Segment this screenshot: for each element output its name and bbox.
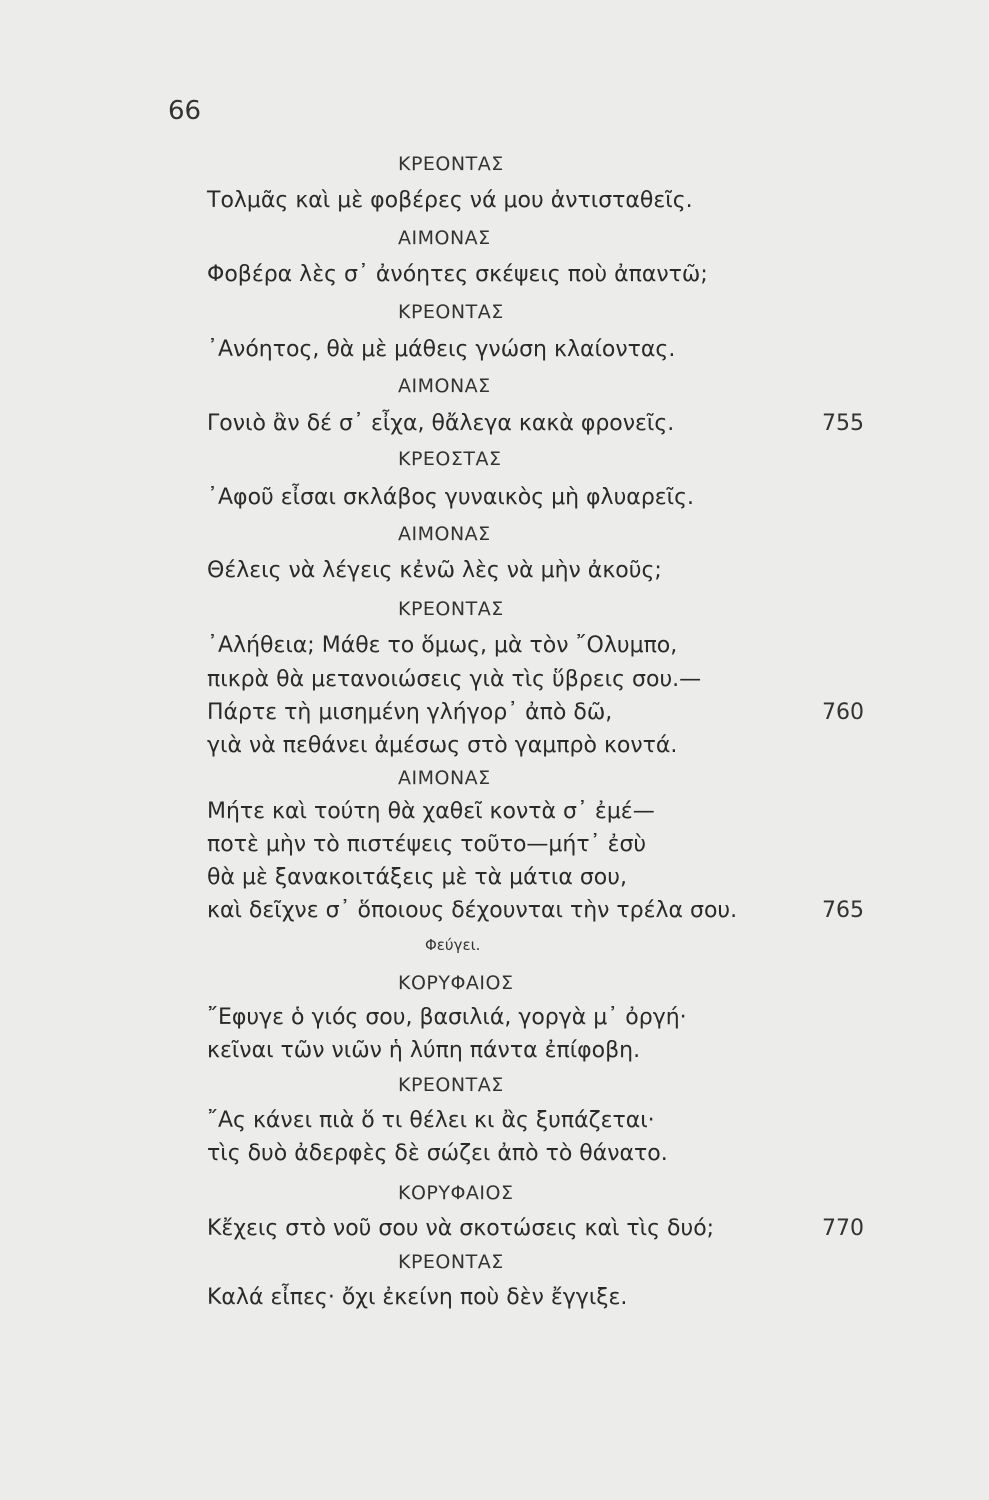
verse-line: Καλά εἶπες· ὄχι ἐκείνη ποὺ δὲν ἔγγιξε. (207, 1285, 628, 1310)
line-number: 765 (822, 898, 864, 923)
verse-line: Θέλεις νὰ λέγεις κἐνῶ λὲς νὰ μὴν ἀκοῦς; (207, 558, 662, 583)
verse-line: θὰ μὲ ξανακοιτάξεις μὲ τὰ μάτια σου, (207, 865, 627, 890)
page-number: 66 (168, 96, 202, 126)
speaker-name: ΚΡΕΟΝΤΑΣ (398, 1251, 504, 1273)
verse-line: Μήτε καὶ τούτη θὰ χαθεῖ κοντὰ σ᾽ ἐμέ— (207, 799, 655, 824)
speaker-name: ΚΟΡΥΦΑΙΟΣ (398, 1182, 514, 1204)
verse-line: Πάρτε τὴ μισημένη γλήγορ᾽ ἀπὸ δῶ, (207, 700, 613, 725)
speaker-name: ΚΡΕΟΝΤΑΣ (398, 1074, 504, 1096)
verse-line: Φοβέρα λὲς σ᾽ ἀνόητες σκέψεις ποὺ ἀπαντῶ; (207, 262, 708, 287)
speaker-name: ΑΙΜΟΝΑΣ (398, 227, 491, 249)
verse-line: ῎Ας κάνει πιὰ ὅ τι θέλει κι ἂς ξυπάζεται· (207, 1108, 655, 1133)
verse-line: τὶς δυὸ ἀδερφὲς δὲ σώζει ἀπὸ τὸ θάνατο. (207, 1141, 668, 1166)
verse-line: ῎Εφυγε ὁ γιός σου, βασιλιά, γοργὰ μ᾽ ὀργή· (207, 1005, 687, 1030)
verse-line: καὶ δεῖχνε σ᾽ ὅποιους δέχουνται τὴν τρέλα σου. (207, 898, 738, 923)
verse-line: ᾽Ανόητος, θὰ μὲ μάθεις γνώση κλαίοντας. (207, 337, 676, 362)
verse-line: Κἔχεις στὸ νοῦ σου νὰ σκοτώσεις καὶ τὶς δυό; (207, 1216, 715, 1241)
line-number: 755 (822, 411, 864, 436)
verse-line: ᾽Αφοῦ εἶσαι σκλάβος γυναικὸς μὴ φλυαρεῖς. (207, 485, 695, 510)
speaker-name: ΑΙΜΟΝΑΣ (398, 375, 491, 397)
line-number: 770 (822, 1216, 864, 1241)
speaker-name: ΚΡΕΟΝΤΑΣ (398, 153, 504, 175)
line-number: 760 (822, 700, 864, 725)
verse-line: κεῖναι τῶν νιῶν ἡ λύπη πάντα ἐπίφοβη. (207, 1038, 641, 1063)
verse-line: Τολμᾶς καὶ μὲ φοβέρες νά μου ἀντισταθεῖς. (207, 188, 693, 213)
speaker-name: ΑΙΜΟΝΑΣ (398, 523, 491, 545)
speaker-name: ΚΟΡΥΦΑΙΟΣ (398, 972, 514, 994)
speaker-name: ΑΙΜΟΝΑΣ (398, 767, 491, 789)
verse-line: ᾽Αλήθεια; Μάθε το ὅμως, μὰ τὸν ῎Ολυμπο, (207, 633, 678, 658)
stage-direction: Φεύγει. (425, 936, 481, 954)
verse-line: Γονιὸ ἂν δέ σ᾽ εἶχα, θἄλεγα κακὰ φρονεῖς. (207, 411, 675, 436)
speaker-name: ΚΡΕΟΝΤΑΣ (398, 301, 504, 323)
verse-line: πικρὰ θὰ μετανοιώσεις γιὰ τὶς ὕβρεις σου.— (207, 667, 702, 692)
speaker-name: ΚΡΕΟΝΤΑΣ (398, 598, 504, 620)
speaker-name: ΚΡΕΟΣΤΑΣ (398, 448, 502, 470)
verse-line: ποτὲ μὴν τὸ πιστέψεις τοῦτο—μήτ᾽ ἐσὺ (207, 832, 647, 857)
verse-line: γιὰ νὰ πεθάνει ἀμέσως στὸ γαμπρὸ κοντά. (207, 733, 678, 758)
